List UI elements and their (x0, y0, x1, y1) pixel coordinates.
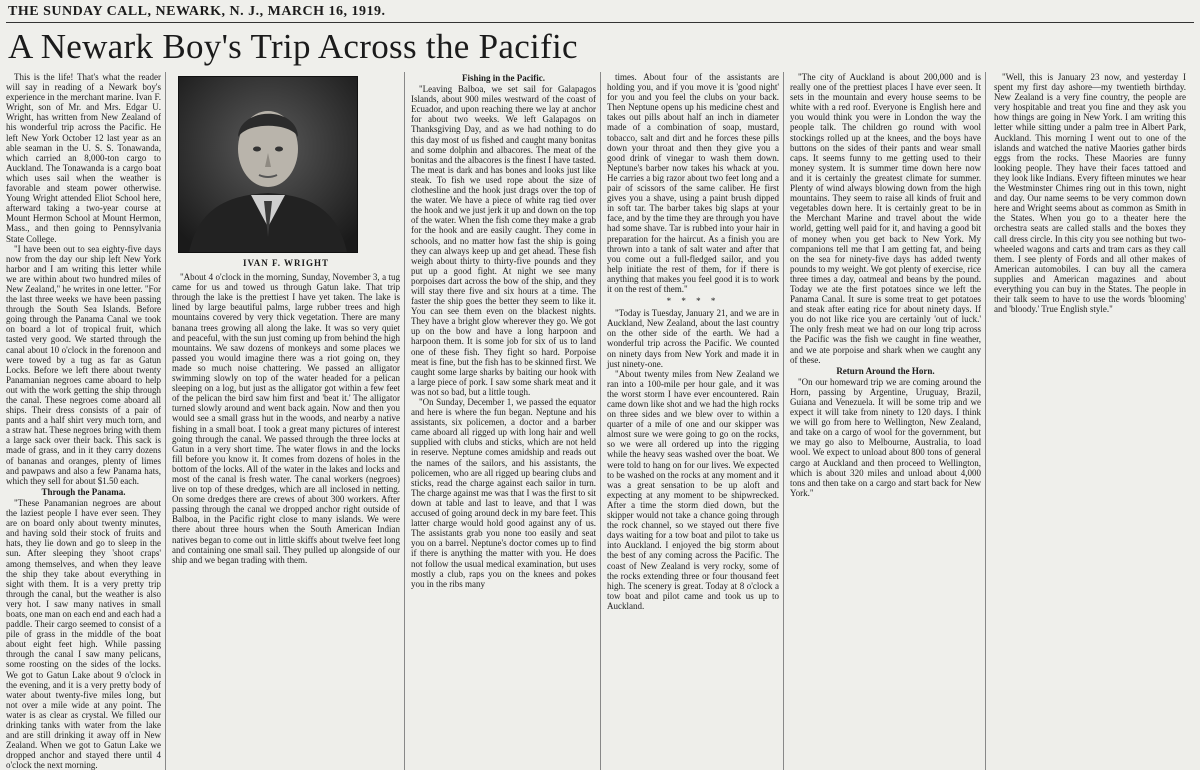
paragraph: times. About four of the assistants are holding you, and if you move it is 'good night' for you and you feel the clubs on your back. Then Neptune opens up his medicine chest and takes out pills about half an inch in diameter made of a combination of soap, mustard, tobacco, salt and dirt and he forces these pills down your throat and then they give you a good drink of vinegar to wash them down. Neptune's barber now takes his whack at you. He carries a big razor about two feet long and a pair of scissors of the same caliber. He first gives you a shave, using a paint brush dipped in soft tar. The barber takes big slaps at your face, and by the time they are through you have had some shave. Tar is rubbed into your hair in preparation for the haircut. As a finish you are thrown into a tank of salt water and after that you come out a full-fledged sailor, and you help initiate the rest of them, for if there is anything that makes you feel good it is to work it on the rest of them." (607, 72, 779, 294)
column-3 (411, 72, 601, 770)
paragraph: "On our homeward trip we are coming around the Horn, passing by Argentine, Uruguay, Brazil, Guiana and Venezuela. It will be some trip and we expect it will take from ninety to 120 days. I think we will go from here to Wellington, New Zealand, and take on a cargo of wool for the government, but we may go also to Melbourne, Australia, to load wool. We expect to unload about 800 tons of general cargo at Auckland and then proceed to Wellington, which is about 320 miles and unload about 4,000 tons and then take on a cargo and start back for New York." (790, 376, 981, 498)
portrait-image (179, 77, 357, 252)
paragraph: "These Panamanian negroes are about the laziest people I have ever seen. They are on board only about twenty minutes, and having sold their stock of fruits and hats, they lie down and go to sleep in the sun. After sleeping they 'shoot craps' among themselves, and when they leave the ship they take about everything in sight with them. It is a very pretty trip through the canal, but the weather is also very hot. I saw many natives in small boats, one man on each end and each had a paddle. Their cargo seemed to consist of a pile of grass in the middle of the boat about eight feet high. While passing through the canal I saw many pelicans, some roosting on the sides of the locks. We got to Gatun Lake about 9 o'clock in the evening, and it is a very pretty body of water about twenty-five miles long, but not over a mile wide at any point. The water is as clear as crystal. We filled our drinking tanks with water from the lake and are still drinking it away off in New Zealand. When we got to Gatun Lake we dropped anchor and stayed there until 4 o'clock the next morning. (6, 497, 161, 770)
paragraph: "Today is Tuesday, January 21, and we are in Auckland, New Zealand, about the last country on the other side of the earth. We had a wonderful trip across the Pacific. We counted on ninety days from New York and made it in just ninety-one. (607, 308, 779, 369)
paragraph: "About twenty miles from New Zealand we ran into a 100-mile per hour gale, and it was the worst storm I have ever encountered. Rain came down like shot and we had the high rocks on three sides and we blew over to within a quarter of a mile of one and our skipper was almost sure we were going to go on the rocks, so we were all ordered up into the rigging while the heavy seas washed over the boat. We were told to hang on for our lives. We expected to be washed on the rocks at any moment and it was a great sensation to be up aloft and expecting at any moment to be shipwrecked. After a time the storm died down, but the skipper would not take a chance going through the rock channel, so we stayed out there five days waiting for a tow boat and pilot to take us into Auckland. I enjoyed the big storm about the best of any coming across the Pacific. The coast of New Zealand is very rocky, some of the rocks extending three or four thousand feet high. The scenery is great. Today at 8 o'clock a tow boat and pilot came and took us up to Auckland. (607, 368, 779, 611)
subhead: Through the Panama. (41, 486, 126, 497)
paragraph: "Well, this is January 23 now, and yesterday I spent my first day ashore—my twentieth birthday. New Zealand is a very fine country, the people are very hospitable and treat you fine and they ask you how things are going in New York. I am writing this letter while sitting under a palm tree in Albert Park, Auckland. This morning I went out to one of the islands and watched the native Maories gather birds eggs from the rocks. These Maories are funny looking people. They have their faces tattoed and they look like Indians. Every fifteen minutes we hear the Westminster Chimes ring out in this town, night and day. Our name seems to be very common down here and Wright seems about as common as Smith in the States. When you go to a theater here the orchestra seats are called stalls and the boxes they call dress circle. In this city you see nothing but two-wheeled wagons and carts and tram cars as they call them. I see plenty of Fords and all other makes of American automobiles. I can buy all the camera supplies and American magazines and about everything you can buy in the States. The people in their talk seem to have to use the words 'blooming' and 'bloody.' True English style." (994, 72, 1186, 315)
paragraph: "I have been out to sea eighty-five days now from the day our ship left New York harbor and I am writing this letter while we are within about two hundred miles of New Zealand," he writes in one letter. "For the last three weeks we have been passing through the South Sea Islands. Before going through the Panama Canal we took on board a lot of tropical fruit, which tasted very good. We started through the canal about 10 o'clock in the forenoon and were towed by a tug as far as Gatun Locks. Before we left there about twenty Panamanian negroes came aboard to help out with the work getting the ship through the canal. These negroes come aboard all ships. Their dress consists of a pair of pants and a half shirt very much torn, and a straw hat. These negroes bring with them a large sack over their back. This sack is made of grass, and in it they carry dozens of bananas and oranges, plenty of limes and pawpaws and also a few Panama hats, which they sell for about $1.50 each. (6, 243, 161, 486)
paragraph: "On Sunday, December 1, we passed the equator and here is where the fun began. Neptune and his assistants, six policemen, a doctor and a barber came aboard all rigged up with long hair and well supplied with clubs and sticks, which are not held in reserve. Neptune comes amidship and reads out the names of the sailors, and his assistants, the policemen, who are all rigged up bearing clubs and sticks, read the charge against each sailor in turn. The charge against me was that I was the first to sit down at table and last to leave, and that I was accused of going around deck in my bare feet. This latter charge would hold good against any of us. The assistants grab you none too easily and seat you on a barrel. Neptune's doctor comes up to find if there is anything the matter with you. He does not follow the usual medical examination, but uses mostly a club, raps you on the knees and pokes you in the ribs many (411, 397, 596, 589)
section-break: * * * * (666, 296, 720, 307)
column-6 (994, 72, 1190, 770)
paragraph: "The city of Auckland is about 200,000 and is really one of the prettiest places I have ever seen. It sets in the mountain and every house seems to be white with a red roof. Everyone is English here and you would think you were in London the way the people talk. The children go round with wool stockings rolled up at the knees, and the boys have buttons on the sides of their pants and wear small caps. It seems funny to me getting used to their money system. It is summer time down here now and it is certainly the greatest climate for summer. Plenty of wind always blowing down from the high mountains. They seem to raise all kinds of fruit and vegetables down here. It is certainly great to be in the Merchant Marine and travel about the wide world, getting well paid for it, and having a good bit of money when you get back to New York. My companions tell me that I am getting fat, and being on the sea for ninety-five days has added twenty pounds to my weight. We got plenty of exercise, rice three times a day, oatmeal and beans by the pound. Today we ate the first potatoes since we left the Panama Canal. It sure is some treat to get potatoes and steak after eating rice for about ninety days. If you do not like rice you are certainly 'out of luck.' The only fresh meat we had on our long trip across the Pacific was the fish we caught in fine weather, and we ate porpoise and shark when we caught any of these. (790, 72, 981, 365)
photo-caption: IVAN F. WRIGHT (242, 258, 330, 268)
headline: A Newark Boy's Trip Across the Pacific (8, 27, 578, 66)
subhead: Return Around the Horn. (836, 365, 935, 376)
column-2 (172, 72, 405, 770)
masthead (6, 0, 1194, 23)
masthead-text: THE SUNDAY CALL, NEWARK, N. J., MARCH 16, 1919. (8, 4, 386, 19)
paragraph: "About 4 o'clock in the morning, Sunday, November 3, a tug came for us and towed us through Gatun lake. That trip through the lake is the prettiest I have yet taken. The lake is lined by large beautiful palms, large rubber trees and high mountains covered by very thick vegetation. There are many banana trees growing all along the lake. It was so very quiet and peaceful, with the sun just coming up from behind the high mountains. We saw dozens of monkeys and some places we passed you would imagine there was a riot going on, they made so much noise chattering. We passed an alligator swimming slowly on top of the water headed for a pelican sleeping on a log, but just as the alligator got within a few feet of the pelican the bird saw him first and 'beat it.' The alligator turned slowly around and went back again. Now and then you would see a small grass hut in the woods, and nearby a native fishing in a small boat. I took a great many pictures of interest going through the canal. We passed through the three locks at Gatun in a very short time. The water flows in and the locks fill before you know it. It comes from dozens of holes in the bottom of the locks. All of the water in the lakes and locks and most of the canal is fresh water. The canal workers (negroes) live on top of these dredges, which are all inclosed in netting. On some dredges there are crews of about 300 workers. After passing through the canal we dropped anchor right outside of Balboa, in the Pacific right close to many islands. We were there about three hours when the South American Indian natives began to come out in little skiffs about twelve feet long and containing one small sail. They pulled up alongside of our ship and we began trading with them. (172, 272, 400, 565)
subhead: Fishing in the Pacific. (462, 73, 545, 83)
paragraph: This is the life! That's what the reader will say in reading of a Newark boy's experience in the merchant marine. Ivan F. Wright, son of Mr. and Mrs. Edgar U. Wright, has written from New Zealand of his wonderful trip across the Pacific. He left New York October 12 last year as an able seaman in the U. S. S. Tonawanda, which carried an 8,000-ton cargo to Auckland. The Tonawanda is a cargo boat which uses sail when the weather is favorable and steam power otherwise. Young Wright attended Eliot School here, afterward taking a two-year course at Mount Hermon School at Mount Hermon, Mass., and then going to Pennsylvania State College. (6, 72, 161, 244)
paragraph: "Leaving Balboa, we set sail for Galapagos Islands, about 900 miles westward of the coast of Ecuador, and upon reaching there we lay at anchor for about two weeks. We left Galapagos on Thanksgiving Day, and as we had nothing to do this day most of us fished and caught many bonitas and some dolphin and albacores. The meat of the bonitas and the albacores is the finest I have tasted. The meat is dark and has bones and looks just like steak. To fish we used rope about the size of clothesline and the hook just drags over the top of the water. We have a piece of white rag tied over the hook and we just jerk it up and down on the top of the water. When the fish come they make a grab for the hook and are easily caught. They come in schools, and no matter how fast the ship is going they can always keep up and get ahead. These fish weigh about thirty to thirty-five pounds and they put up a good fight. At night we see many porpoises dart across the bow of the ship, and they will stay there five and six hours at a time. The faster the ship goes the better they seem to like it. You can see them even on the blackest nights. They have a bright glow wherever they go. We got up on the bow and have a long harpoon and harpoon them. It is some job for six of us to land one of these fish. They fight so hard. Porpoise meat is fine, but the fish has to be skinned first. We caught some large sharks by baiting our hook with a large piece of pork. I saw some shark meat and it was not so bad, but a little tough. (411, 84, 596, 397)
portrait-photo (178, 76, 358, 253)
column-4 (607, 72, 784, 770)
column-5 (790, 72, 986, 770)
article-body (6, 72, 1194, 770)
column-1 (6, 72, 166, 770)
columns-5-6 (790, 72, 1194, 770)
